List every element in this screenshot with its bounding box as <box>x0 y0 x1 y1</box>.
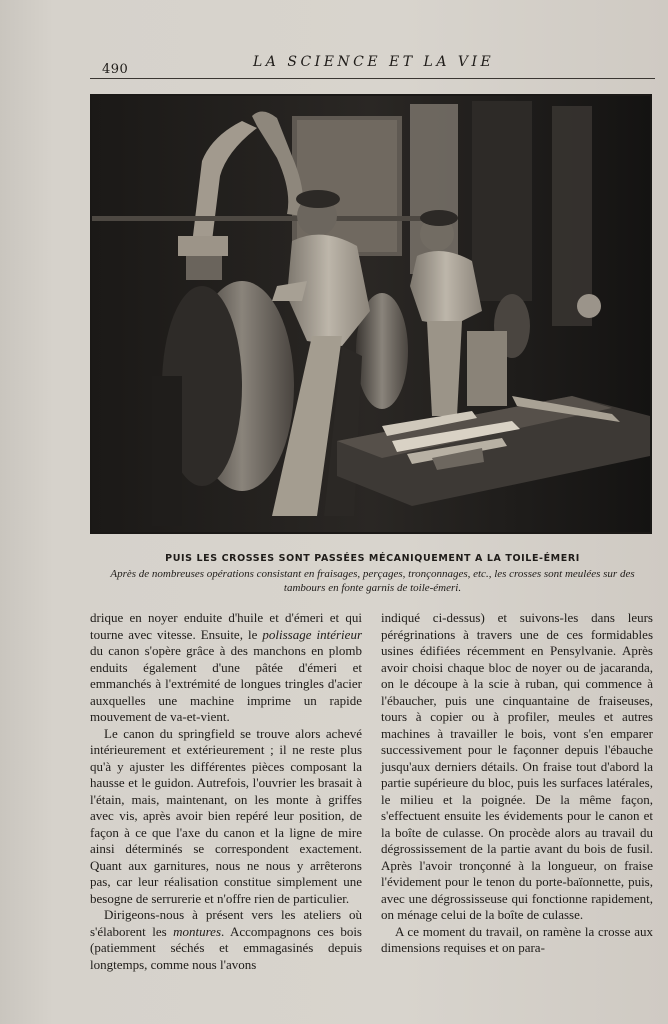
text-run: . Accompagnons ces bois (patiemment séchés et emmagasinés depuis longtemps, comme nous l'avons <box>90 923 362 972</box>
text-run: du canon s'opère grâce à des manchons en plomb enduits également d'une pâtée d'émeri et emmanchés à l'extrémité de longues tringles d'acier auxquelles une machine imprime un rapide mouvement de va-et-vient. <box>90 643 362 724</box>
paragraph <box>381 610 653 924</box>
running-title: LA SCIENCE ET LA VIE <box>253 54 495 70</box>
text-column-left <box>90 610 362 973</box>
figure-caption-title: PUIS LES CROSSES SONT PASSÉES MÉCANIQUEMENT A LA TOILE-ÉMERI <box>165 553 580 564</box>
italic-term: polissage intérieur <box>262 626 362 642</box>
photograph-workshop-icon <box>92 96 650 532</box>
workshop-photograph <box>90 94 652 534</box>
italic-term: montures <box>173 923 221 939</box>
text-run: A ce moment du travail, on ramène la crosse aux dimensions requises et on para- <box>381 923 653 955</box>
paragraph <box>381 924 653 957</box>
paragraph <box>90 726 362 908</box>
paragraph <box>90 610 362 726</box>
page-header <box>90 52 655 79</box>
page-number: 490 <box>102 62 129 77</box>
paragraph <box>90 907 362 973</box>
text-run: indiqué ci-dessus) et suivons-les dans leurs pérégrinations à travers une de ces formidables usines édifiées récemment en Pensylvanie. Après avoir choisi chaque bloc de noyer ou de jacaranda, on le découpe à la scie à ruban, qui commence à l'ébaucher, puis une cinquantaine de fraiseuses, tours à copier ou à profiler, meules et autres machines à travailler le bois, vont s'en emparer successivement pour le façonner depuis l'ébauche jusqu'aux derniers détails. On fraise tout d'abord la partie supérieure du bloc, puis les surfaces latérales, le milieu et la poignée. De la même façon, s'effectuent ensuite les évidements pour le canon et la boîte de culasse. On procède alors au travail du dégrossissement de la partie avant du bois de fusil. Après l'avoir tronçonné à la longueur, on fraise l'évidement pour le tenon du porte-baïonnette, puis, avec une dégrossisseuse qui fonctionne rapidement, on ménage celui de la boîte de culasse. <box>381 610 653 922</box>
text-column-right <box>381 610 653 957</box>
text-run: Le canon du springfield se trouve alors achevé intérieurement et extérieurement ; il ne reste plus qu'à y ajuster les différentes pièces composant la hausse et le guidon. Autrefois, l'ouvrier les brasait à l'étain, mais, maintenant, on les monte à griffes avec vis, après avoir bien repéré leur position, de façon à ce que l'axe du canon et la ligne de mire ainsi déterminés se correspondent exactement. Quant aux garnitures, nous ne nous y arrêterons pas, car leur réalisation constitue simplement une besogne de serrurerie et n'offre rien de particulier. <box>90 725 362 906</box>
figure-caption-text: Après de nombreuses opérations consistant en fraisages, perçages, tronçonnages, etc., les crosses sont meulées sur des tambours en fonte garnis de toile-émeri. <box>110 568 635 594</box>
text-run: Dirigeons-nous à présent vers les ateliers où s'élaborent les <box>90 907 362 939</box>
text-run: drique en noyer enduite d'huile et d'émeri et qui tourne avec vitesse. Ensuite, le <box>90 610 362 642</box>
